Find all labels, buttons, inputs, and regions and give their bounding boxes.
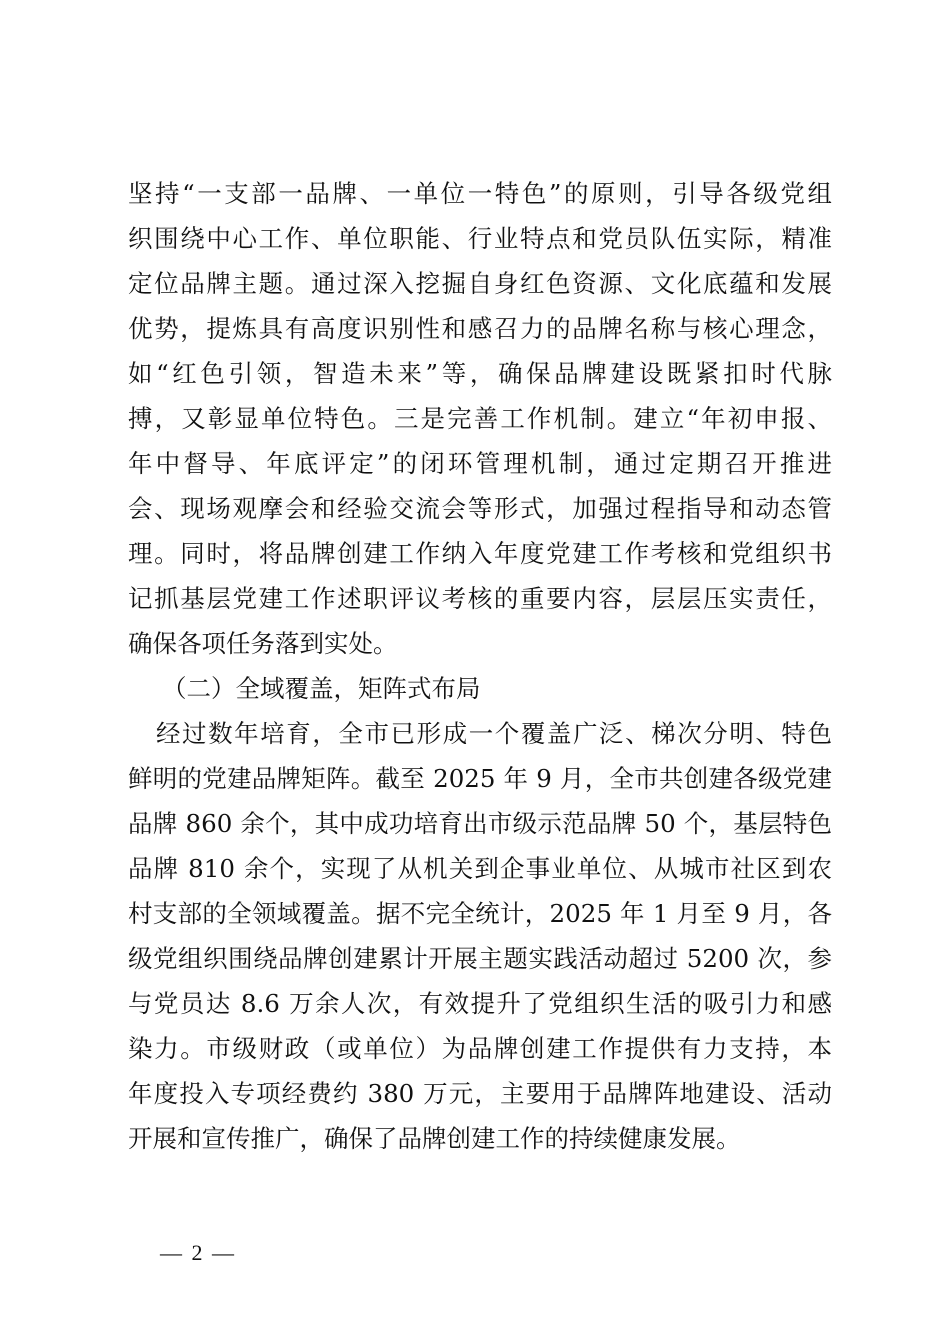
text-line: 染力。市级财政（或单位）为品牌创建工作提供有力支持，本	[128, 1034, 832, 1063]
text-line: 级党组织围绕品牌创建累计开展主题实践活动超过 5200 次，参	[128, 944, 832, 973]
text-line: 经过数年培育，全市已形成一个覆盖广泛、梯次分明、特色	[156, 719, 832, 748]
text-line: 品牌 810 余个，实现了从机关到企事业单位、从城市社区到农	[128, 854, 832, 883]
text-line: 如“红色引领，智造未来”等，确保品牌建设既紧扣时代脉	[128, 359, 832, 388]
text-line: 品牌 860 余个，其中成功培育出市级示范品牌 50 个，基层特色	[128, 809, 832, 838]
text-line: 开展和宣传推广，确保了品牌创建工作的持续健康发展。	[128, 1124, 741, 1153]
text-line: 搏，又彰显单位特色。三是完善工作机制。建立“年初申报、	[128, 404, 832, 433]
text-line: 记抓基层党建工作述职评议考核的重要内容，层层压实责任，	[128, 584, 832, 613]
text-line: 理。同时，将品牌创建工作纳入年度党建工作考核和党组织书	[128, 539, 832, 568]
text-line: 鲜明的党建品牌矩阵。截至 2025 年 9 月，全市共创建各级党建	[128, 764, 832, 793]
text-line: 村支部的全领域覆盖。据不完全统计，2025 年 1 月至 9 月，各	[128, 899, 832, 928]
text-line: 与党员达 8.6 万余人次，有效提升了党组织生活的吸引力和感	[128, 989, 832, 1018]
text-line: 确保各项任务落到实处。	[128, 629, 398, 658]
text-line: 定位品牌主题。通过深入挖掘自身红色资源、文化底蕴和发展	[128, 269, 832, 298]
text-line: 年中督导、年底评定”的闭环管理机制，通过定期召开推进	[128, 449, 832, 478]
text-line: 织围绕中心工作、单位职能、行业特点和党员队伍实际，精准	[128, 224, 832, 253]
text-line: 优势，提炼具有高度识别性和感召力的品牌名称与核心理念，	[128, 314, 832, 343]
section-heading: （二）全域覆盖，矩阵式布局	[162, 674, 481, 703]
text-line: 会、现场观摩会和经验交流会等形式，加强过程指导和动态管	[128, 494, 832, 523]
text-line: 坚持“一支部一品牌、一单位一特色”的原则，引导各级党组	[128, 179, 832, 208]
text-line: 年度投入专项经费约 380 万元，主要用于品牌阵地建设、活动	[128, 1079, 832, 1108]
page-number: — 2 —	[160, 1240, 236, 1265]
